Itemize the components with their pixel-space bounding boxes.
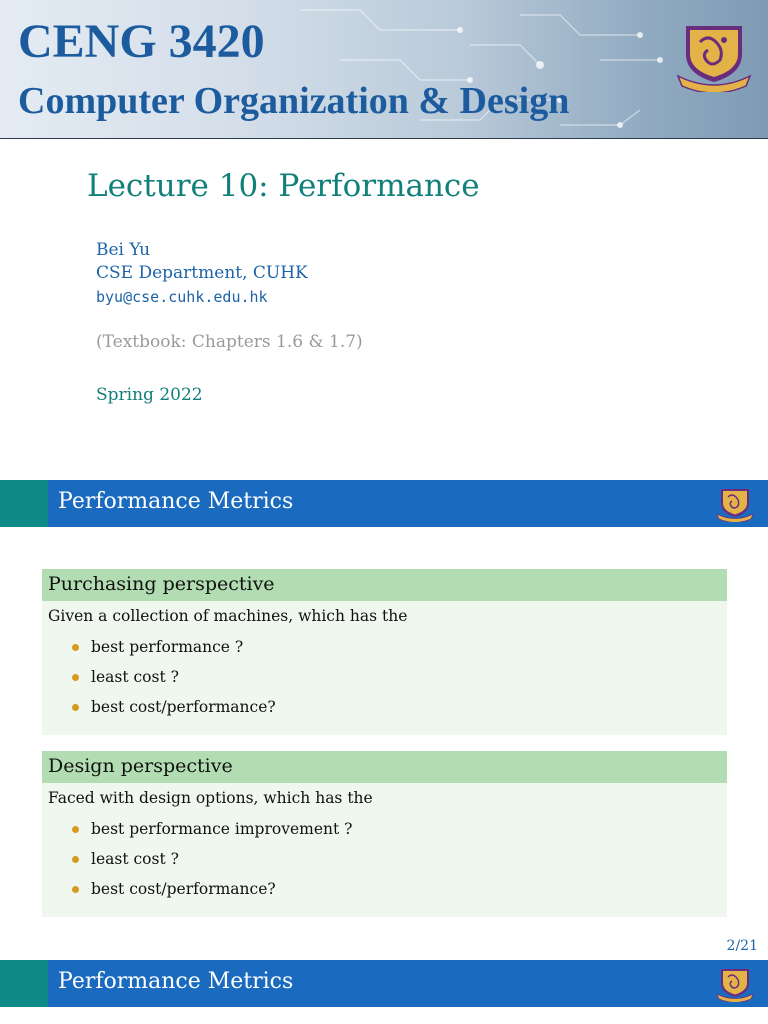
header-tab (0, 480, 48, 527)
slide-header-bar (0, 480, 768, 527)
design-perspective-block (42, 751, 727, 917)
list-item (70, 847, 721, 877)
bullet-icon (72, 674, 79, 681)
cuhk-crest-icon (716, 486, 754, 522)
cuhk-crest-icon (676, 20, 752, 92)
slide-header-bar (0, 960, 768, 1007)
bullet-list (48, 817, 721, 907)
block-intro: Faced with design options, which has the (48, 789, 373, 807)
block-title: Design perspective (42, 751, 727, 783)
lecture-title: Lecture 10: Performance (87, 168, 480, 204)
page-number: 2/21 (726, 938, 758, 954)
list-item-text: best cost/performance? (91, 698, 276, 716)
list-item (70, 817, 721, 847)
list-item (70, 635, 721, 665)
list-item-text: best performance improvement ? (91, 820, 353, 838)
list-item (70, 665, 721, 695)
block-body (42, 601, 727, 735)
slide-title: Performance Metrics (58, 489, 294, 514)
semester: Spring 2022 (96, 385, 203, 405)
list-item-text: best performance ? (91, 638, 244, 656)
list-item (70, 877, 721, 907)
bullet-icon (72, 704, 79, 711)
course-code: CENG 3420 (18, 15, 265, 68)
list-item-text: best cost/performance? (91, 880, 276, 898)
bullet-icon (72, 644, 79, 651)
purchasing-perspective-block (42, 569, 727, 735)
block-intro: Given a collection of machines, which has the (48, 607, 408, 625)
department: CSE Department, CUHK (96, 263, 308, 283)
cuhk-crest-icon (716, 966, 754, 1002)
block-title: Purchasing perspective (42, 569, 727, 601)
bullet-icon (72, 856, 79, 863)
textbook-reference: (Textbook: Chapters 1.6 & 1.7) (96, 332, 363, 352)
slide-title: Performance Metrics (58, 969, 294, 994)
course-name: Computer Organization & Design (18, 80, 570, 122)
title-banner (0, 0, 768, 139)
list-item-text: least cost ? (91, 668, 179, 686)
author-name: Bei Yu (96, 240, 151, 260)
list-item (70, 695, 721, 725)
bullet-icon (72, 826, 79, 833)
block-body (42, 783, 727, 917)
header-tab (0, 960, 48, 1007)
author-email[interactable]: byu@cse.cuhk.edu.hk (96, 288, 268, 306)
list-item-text: least cost ? (91, 850, 179, 868)
bullet-list (48, 635, 721, 725)
bullet-icon (72, 886, 79, 893)
